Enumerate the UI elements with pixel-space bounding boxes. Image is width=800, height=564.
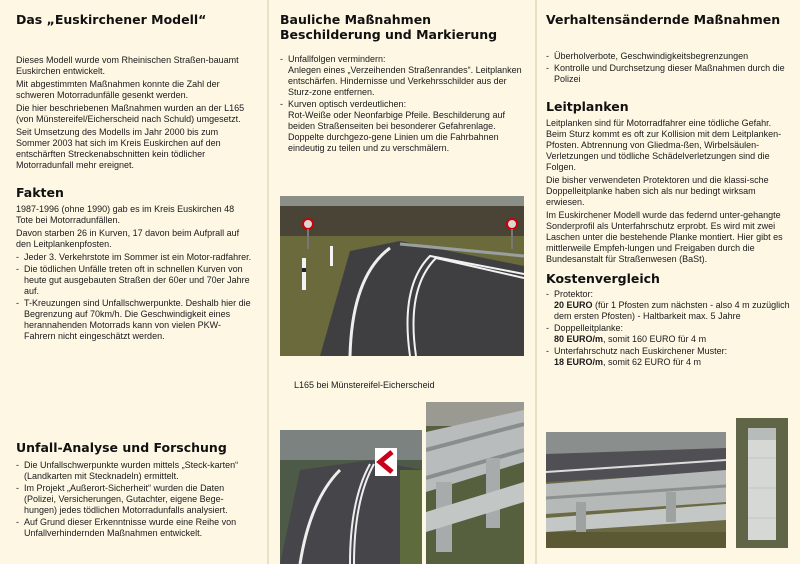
- facts-list: [16, 252, 252, 342]
- list-item: - Im Projekt „Außerort-Sicherheit“ wurden die Daten (Polizei, Versicherungen, Gutachter, eigene Bege-hungen) jedes tödlichen Motorradunfalls analysiert.: [16, 483, 228, 515]
- list-item: - Kontrolle und Durchsetzung dieser Maßnahmen durch die Polizei: [546, 63, 785, 84]
- behavior-list: [546, 51, 794, 85]
- section-subtitle-signage: Beschilderung und Markierung: [280, 27, 498, 42]
- list-item: - Überholverbote, Geschwindigkeitsbegrenzungen: [546, 51, 749, 61]
- underride-guard-photo: [546, 432, 726, 548]
- analysis-list: [16, 460, 252, 540]
- fold-line-1: [267, 0, 269, 564]
- paragraph: Davon starben 26 in Kurven, 17 davon beim Aufprall auf den Leitplankenpfosten.: [16, 228, 240, 249]
- column-left: [0, 0, 264, 564]
- guardrail-detail-photo: [426, 402, 524, 564]
- list-item: - Auf Grund dieser Erkenntnisse wurde eine Reihe von Unfallverhindernden Maßnahmen entwickelt.: [16, 517, 237, 538]
- section-title-cost: Kostenvergleich: [546, 271, 660, 286]
- list-item: - Unfallfolgen vermindern: Anlegen eines „Verzeihenden Straßenrandes“. Leitplanken entschärfen. Hindernisse und Verkehrsschilder aus der Sturz-zone entfernen.: [280, 54, 522, 97]
- section-title-guardrails: Leitplanken: [546, 99, 629, 114]
- section-title-facts: Fakten: [16, 185, 64, 200]
- fold-line-2: [535, 0, 537, 564]
- measures-list: [280, 54, 526, 154]
- curve-arrow-photo: [280, 430, 422, 564]
- cost-list: [546, 289, 794, 368]
- photo-caption: L165 bei Münstereifel-Eicherscheid: [294, 380, 435, 390]
- paragraph: 1987-1996 (ohne 1990) gab es im Kreis Euskirchen 48 Tote bei Motorradunfällen.: [16, 204, 235, 225]
- road-photo-l165: [280, 196, 524, 356]
- list-item: - Jeder 3. Verkehrstote im Sommer ist ein Motor-radfahrer.: [16, 252, 252, 262]
- paragraph: Dieses Modell wurde vom Rheinischen Straßen-bauamt Euskirchen entwickelt.: [16, 55, 239, 76]
- cost-item: - Doppelleitplanke: 80 EURO/m, somit 160 EURO für 4 m: [546, 323, 707, 344]
- section-title-construction: Bauliche Maßnahmen: [280, 12, 432, 27]
- column-right: [538, 0, 800, 564]
- cost-item: - Protektor: 20 EURO (für 1 Pfosten zum nächsten - also 4 m zuzüglich dem ersten Pfosten) - Haltbarkeit max. 5 Jahre: [546, 289, 790, 321]
- list-item: - Die tödlichen Unfälle treten oft in schnellen Kurven von heute gut ausgebauten Straßen der 60er und 70er Jahre auf.: [16, 264, 250, 296]
- section-title-behavior: Verhaltensändernde Maßnahmen: [546, 12, 781, 27]
- paragraph: Leitplanken sind für Motorradfahrer eine tödliche Gefahr. Beim Sturz kommt es oft zur Kollision mit dem Leitplanken-Pfosten. Abtrennung von Gliedma-ßen, Wirbelsäulen-Verletzungen und tödliche Schädelverletzungen sind die Folgen.: [546, 118, 782, 172]
- section-title-model: Das „Euskirchener Modell“: [16, 12, 207, 27]
- list-item: - T-Kreuzungen sind Unfallschwerpunkte. Deshalb hier die Begrenzung auf 70km/h. Die Geschwindigkeit eines herannahenden Motorrads kann von vielen PKW-Fahrern nicht eingeschätzt werden.: [16, 298, 251, 341]
- protector-photo: [736, 418, 788, 548]
- paragraph: Im Euskirchener Modell wurde das federnd unter-gehangte Sonderprofil als Unterfahrschutz erprobt. Es wird mit zwei Laschen unter die bestehende Planke montiert. Hier gibt es mittlerweile Empfeh-lungen und Freigaben durch die Bundesanstalt für Straßenwesen (BaSt).: [546, 210, 783, 264]
- section-title-analysis: Unfall-Analyse und Forschung: [16, 440, 227, 455]
- paragraph: Seit Umsetzung des Modells im Jahr 2000 bis zum Sommer 2003 hat sich im Kreis Euskirchen auf den entschärften Streckenabschnitten kein tödlicher Motorradunfall mehr ereignet.: [16, 127, 221, 170]
- cost-item: - Unterfahrschutz nach Euskirchener Muster: 18 EURO/m, somit 62 EURO für 4 m: [546, 346, 728, 367]
- paragraph: Die bisher verwendeten Protektoren und die klassi-sche Doppelleitplanke haben sich als nur bedingt wirksam erwiesen.: [546, 175, 769, 207]
- paragraph: Mit abgestimmten Maßnahmen konnte die Zahl der schweren Motorradunfälle gesenkt werden.: [16, 79, 220, 100]
- list-item: - Kurven optisch verdeutlichen: Rot-Weiße oder Neonfarbige Pfeile. Beschilderung auf beiden Straßenseiten bei besonderer Gefahrenlage. Doppelte durchgezo-gene Linien um die Fahrbahnen eindeutig zu teilen und zu verschmälern.: [280, 99, 505, 153]
- paragraph: Die hier beschriebenen Maßnahmen wurden an der L165 (von Münstereifel/Eicherscheid nach Schuld) umgesetzt.: [16, 103, 245, 124]
- column-middle: [270, 0, 532, 564]
- list-item: - Die Unfallschwerpunkte wurden mittels „Steck-karten“ (Landkarten mit Stecknadeln) ermittelt.: [16, 460, 239, 481]
